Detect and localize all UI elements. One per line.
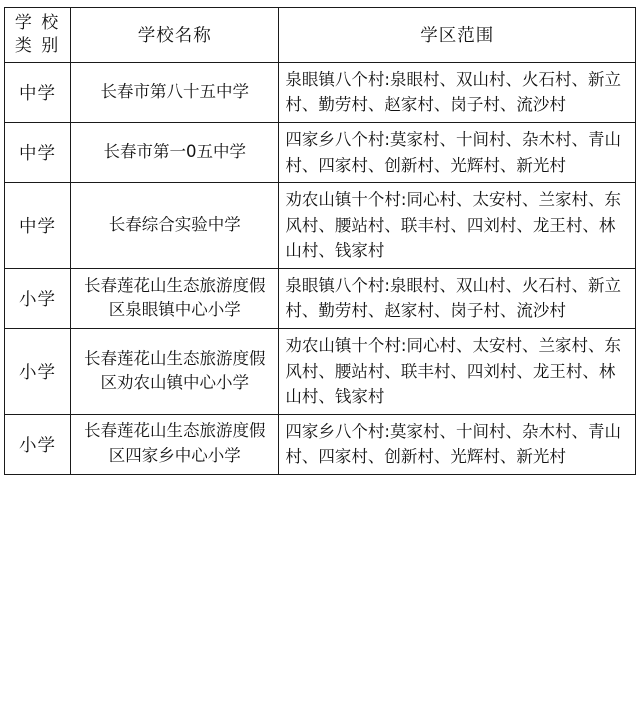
cell-district-range: 劝农山镇十个村:同心村、太安村、兰家村、东风村、腰站村、联丰村、四刘村、龙王村、林山村、钱家村: [279, 183, 636, 269]
table-row: [5, 123, 636, 183]
cell-school-name: 长春莲花山生态旅游度假区四家乡中心小学: [71, 414, 279, 474]
table-row: [5, 183, 636, 269]
cell-school-type: 中学: [5, 62, 71, 122]
column-header-school-type-line1: 学 校: [14, 13, 61, 33]
cell-district-range: 劝农山镇十个村:同心村、太安村、兰家村、东风村、腰站村、联丰村、四刘村、龙王村、林山村、钱家村: [279, 328, 636, 414]
column-header-school-name: 学校名称: [71, 8, 279, 63]
cell-district-range: 泉眼镇八个村:泉眼村、双山村、火石村、新立村、勤劳村、赵家村、岗子村、流沙村: [279, 268, 636, 328]
cell-district-range: 四家乡八个村:莫家村、十间村、杂木村、青山村、四家村、创新村、光辉村、新光村: [279, 123, 636, 183]
table-row: [5, 414, 636, 474]
cell-district-range: 泉眼镇八个村:泉眼村、双山村、火石村、新立村、勤劳村、赵家村、岗子村、流沙村: [279, 62, 636, 122]
cell-school-name: 长春综合实验中学: [71, 183, 279, 269]
page-top-strip: [4, 0, 636, 3]
table-header: [5, 8, 636, 63]
column-header-school-type: [5, 8, 71, 63]
cell-school-type: 小学: [5, 268, 71, 328]
cell-district-range: 四家乡八个村:莫家村、十间村、杂木村、青山村、四家村、创新村、光辉村、新光村: [279, 414, 636, 474]
column-header-school-type-line2: 类 别: [14, 35, 61, 56]
table-row: [5, 268, 636, 328]
cell-school-name: 长春莲花山生态旅游度假区劝农山镇中心小学: [71, 328, 279, 414]
cell-school-type: 中学: [5, 183, 71, 269]
cell-school-name: 长春市第一0五中学: [71, 123, 279, 183]
table-header-row: [5, 8, 636, 63]
cell-school-name: 长春市第八十五中学: [71, 62, 279, 122]
cell-school-type: 小学: [5, 414, 71, 474]
school-district-table: [4, 7, 636, 475]
cell-school-type: 中学: [5, 123, 71, 183]
column-header-district-range: 学区范围: [279, 8, 636, 63]
cell-school-name: 长春莲花山生态旅游度假区泉眼镇中心小学: [71, 268, 279, 328]
cell-school-type: 小学: [5, 328, 71, 414]
table-row: [5, 328, 636, 414]
table-row: [5, 62, 636, 122]
table-body: [5, 62, 636, 474]
